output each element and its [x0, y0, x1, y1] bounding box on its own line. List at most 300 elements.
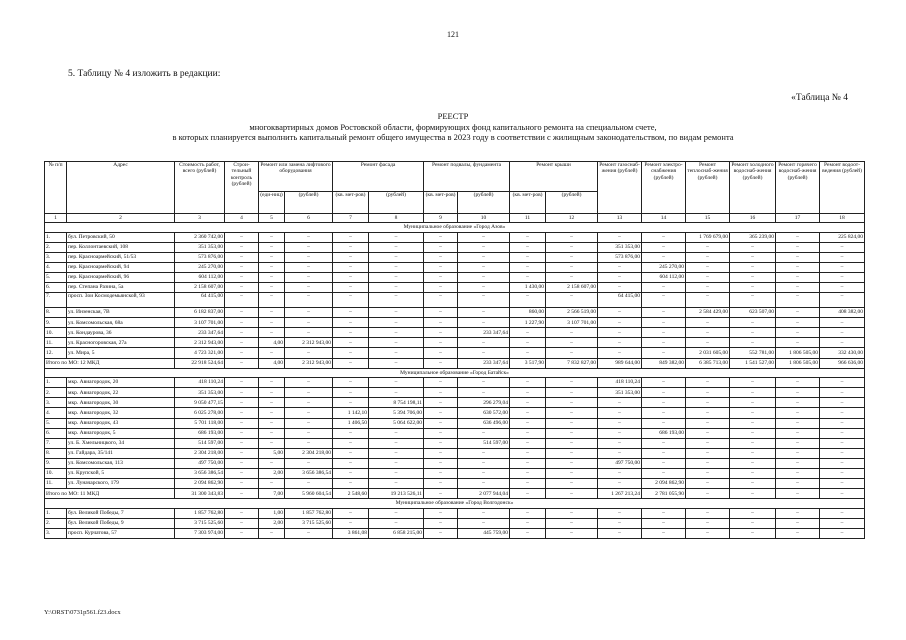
table-cell: – — [285, 318, 333, 328]
table-cell: – — [546, 293, 598, 308]
table-row — [45, 293, 865, 308]
table-cell: – — [225, 408, 259, 418]
table-cell: 225 824,00 — [820, 232, 865, 242]
table-cell: – — [369, 318, 424, 328]
table-cell: – — [546, 479, 598, 489]
table-cell: – — [225, 518, 259, 528]
table-cell: – — [510, 272, 546, 282]
table-cell: – — [510, 458, 546, 468]
total-cell: 989 644,00 — [598, 358, 642, 368]
address-cell: пер. Коллонтаевский, 108 — [67, 242, 175, 252]
table-cell: – — [820, 448, 865, 458]
total-cell: 2 781 055,90 — [642, 489, 686, 499]
header-heat: Ремонт теплоснаб-жения (рублей) — [686, 162, 730, 214]
table-cell: – — [820, 468, 865, 478]
address-cell: бул. Великой Победы, 7 — [67, 508, 175, 518]
section-header-row — [45, 368, 865, 378]
column-number-cell: 4 — [225, 214, 259, 223]
column-number-cell: 12 — [546, 214, 598, 223]
table-cell: – — [458, 388, 510, 398]
table-cell: 418 110,24 — [175, 378, 225, 388]
total-cell: 1 267 213,24 — [598, 489, 642, 499]
table-cell: – — [686, 428, 730, 438]
table-cell: – — [285, 528, 333, 538]
table-cell: – — [424, 479, 458, 489]
table-cell: – — [776, 308, 820, 318]
table-cell: – — [510, 378, 546, 388]
table-cell: – — [225, 508, 259, 518]
table-cell: – — [546, 418, 598, 428]
table-cell: – — [424, 272, 458, 282]
table-cell: 1,00 — [259, 508, 285, 518]
table-cell: – — [598, 262, 642, 272]
table-cell: – — [642, 308, 686, 318]
table-cell: – — [776, 282, 820, 292]
header-facade-rub: (рублей) — [369, 192, 424, 214]
column-number-cell: 13 — [598, 214, 642, 223]
table-cell: – — [424, 418, 458, 428]
address-cell: пер. Красноармейский, 96 — [67, 272, 175, 282]
table-row — [45, 282, 865, 292]
table-cell: 7. — [45, 293, 67, 308]
total-cell: 3 517,90 — [510, 358, 546, 368]
table-row — [45, 338, 865, 348]
column-number-cell: 5 — [259, 214, 285, 223]
column-number-cell: 11 — [510, 214, 546, 223]
table-cell: – — [424, 378, 458, 388]
table-cell: 2 566 519,00 — [546, 308, 598, 318]
column-number-cell: 8 — [369, 214, 424, 223]
table-cell: 860,00 — [510, 308, 546, 318]
total-cell: – — [820, 489, 865, 499]
table-cell: – — [776, 328, 820, 338]
table-cell: – — [598, 418, 642, 428]
table-cell: – — [546, 448, 598, 458]
header-basement: Ремонт подвалы, фундамента — [424, 162, 510, 192]
table-cell: – — [730, 518, 776, 528]
table-cell: – — [285, 428, 333, 438]
table-cell: – — [369, 348, 424, 358]
total-cell: 5 960 604,54 — [285, 489, 333, 499]
table-cell: – — [820, 272, 865, 282]
table-cell: 497 750,00 — [598, 458, 642, 468]
table-cell: – — [730, 272, 776, 282]
table-cell: – — [546, 242, 598, 252]
table-cell: – — [546, 378, 598, 388]
table-cell: – — [259, 318, 285, 328]
table-cell: – — [259, 328, 285, 338]
table-row — [45, 518, 865, 528]
table-cell: – — [259, 398, 285, 408]
table-cell: – — [285, 388, 333, 398]
table-cell: – — [259, 479, 285, 489]
table-cell: – — [259, 438, 285, 448]
column-number-cell: 9 — [424, 214, 458, 223]
table-cell: 3. — [45, 252, 67, 262]
header-basement-rub: (рублей) — [458, 192, 510, 214]
table-cell: – — [333, 338, 369, 348]
table-cell: – — [776, 468, 820, 478]
table-cell: – — [820, 479, 865, 489]
table-cell: – — [546, 328, 598, 338]
table-cell: 233 347,64 — [458, 328, 510, 338]
table-cell: 5 701 118,00 — [175, 418, 225, 428]
table-cell: – — [259, 282, 285, 292]
header-drain: Ремонт водоот-ведения (рублей) — [820, 162, 865, 214]
table-cell: 686 193,00 — [642, 428, 686, 438]
header-address: Адрес — [67, 162, 175, 214]
table-cell: – — [820, 428, 865, 438]
table-cell: – — [820, 252, 865, 262]
table-row — [45, 308, 865, 318]
total-cell: – — [510, 489, 546, 499]
table-cell: – — [776, 398, 820, 408]
table-cell: 8. — [45, 308, 67, 318]
table-cell: – — [259, 388, 285, 398]
table-cell: – — [820, 418, 865, 428]
table-cell: – — [820, 262, 865, 272]
total-cell: – — [369, 358, 424, 368]
table-cell: – — [333, 293, 369, 308]
table-row — [45, 262, 865, 272]
address-cell: мкр. Авиагородок, 43 — [67, 418, 175, 428]
table-cell: – — [686, 438, 730, 448]
column-number-cell: 14 — [642, 214, 686, 223]
table-cell: – — [730, 293, 776, 308]
column-numbers-row — [45, 214, 865, 223]
table-cell: – — [510, 448, 546, 458]
table-row — [45, 232, 865, 242]
header-elevator-units: (еди-ниц) — [259, 192, 285, 214]
table-label: «Таблица № 4 — [791, 93, 848, 103]
column-number-cell: 10 — [458, 214, 510, 223]
header-control: Строи-тельный контроль (рублей) — [225, 162, 259, 214]
table-cell: – — [820, 242, 865, 252]
table-row — [45, 378, 865, 388]
table-cell: – — [369, 282, 424, 292]
table-cell: 3 656 386,54 — [285, 468, 333, 478]
address-cell: ул. Кондаурова, 36 — [67, 328, 175, 338]
table-cell: – — [820, 438, 865, 448]
table-cell: 2 094 862,90 — [175, 479, 225, 489]
table-cell: – — [642, 293, 686, 308]
table-cell: 623 507,00 — [730, 308, 776, 318]
table-cell: – — [369, 262, 424, 272]
table-cell: – — [259, 293, 285, 308]
table-cell: – — [642, 438, 686, 448]
table-cell: – — [225, 398, 259, 408]
table-cell: – — [546, 408, 598, 418]
table-cell: – — [458, 448, 510, 458]
table-cell: 351 353,00 — [175, 388, 225, 398]
table-cell: – — [510, 398, 546, 408]
table-cell: – — [225, 438, 259, 448]
table-cell: – — [285, 272, 333, 282]
header-coldwater: Ремонт холодного водоснаб-жения (рублей) — [730, 162, 776, 214]
table-cell: – — [730, 338, 776, 348]
table-cell: – — [285, 378, 333, 388]
table-cell: – — [333, 438, 369, 448]
table-cell: – — [546, 338, 598, 348]
table-cell: – — [333, 448, 369, 458]
header-roof: Ремонт крыши — [510, 162, 598, 192]
table-cell: – — [598, 232, 642, 242]
table-cell: – — [333, 328, 369, 338]
table-cell: – — [424, 308, 458, 318]
table-cell: – — [686, 272, 730, 282]
table-cell: – — [259, 272, 285, 282]
table-cell: – — [642, 378, 686, 388]
table-cell: 2 304 218,00 — [175, 448, 225, 458]
table-cell: – — [776, 528, 820, 538]
table-cell: – — [642, 388, 686, 398]
table-cell: – — [225, 428, 259, 438]
table-cell: – — [333, 252, 369, 262]
table-cell: – — [598, 308, 642, 318]
table-cell: – — [285, 262, 333, 272]
table-cell: – — [225, 318, 259, 328]
table-cell: 2. — [45, 388, 67, 398]
table-cell: 3. — [45, 528, 67, 538]
table-cell: – — [686, 508, 730, 518]
table-cell: – — [776, 438, 820, 448]
table-cell: – — [642, 282, 686, 292]
table-cell: – — [642, 318, 686, 328]
table-cell: – — [546, 458, 598, 468]
table-cell: – — [686, 528, 730, 538]
table-cell: – — [458, 378, 510, 388]
table-cell: – — [776, 518, 820, 528]
address-cell: ул. Инзенская, 7В — [67, 308, 175, 318]
title-line-3: в которых планируется выполнить капитальный ремонт общего имущества в 2023 году в соответствии с жилищным законодательством, по видам ремонта — [172, 132, 734, 142]
table-cell: – — [546, 232, 598, 242]
table-cell: 3. — [45, 398, 67, 408]
table-cell: – — [686, 318, 730, 328]
table-cell: – — [424, 282, 458, 292]
table-cell: – — [598, 508, 642, 518]
table-cell: – — [510, 232, 546, 242]
table-cell: 497 750,00 — [175, 458, 225, 468]
table-cell: – — [510, 388, 546, 398]
table-cell: – — [510, 338, 546, 348]
table-cell: – — [369, 438, 424, 448]
table-cell: – — [424, 458, 458, 468]
total-cell: – — [225, 489, 259, 499]
table-cell: – — [776, 408, 820, 418]
table-cell: – — [598, 438, 642, 448]
table-cell: – — [598, 282, 642, 292]
table-cell: – — [424, 408, 458, 418]
table-cell: 3 656 386,54 — [175, 468, 225, 478]
table-cell: – — [424, 518, 458, 528]
table-cell: – — [333, 348, 369, 358]
table-cell: – — [458, 338, 510, 348]
table-cell: – — [776, 232, 820, 242]
table-cell: 6. — [45, 428, 67, 438]
table-cell: – — [820, 528, 865, 538]
header-facade-sqm: (кв. мет-ров) — [333, 192, 369, 214]
table-cell: – — [259, 232, 285, 242]
total-cell: – — [546, 489, 598, 499]
column-number-cell: 7 — [333, 214, 369, 223]
table-cell: – — [686, 242, 730, 252]
table-cell: – — [285, 293, 333, 308]
table-cell: – — [225, 388, 259, 398]
table-cell: – — [776, 252, 820, 262]
table-cell: – — [546, 398, 598, 408]
table-cell: – — [458, 242, 510, 252]
column-number-cell: 6 — [285, 214, 333, 223]
table-cell: – — [225, 328, 259, 338]
address-cell: ул. Комсомольская, 68а — [67, 318, 175, 328]
table-row — [45, 528, 865, 538]
column-number-cell: 1 — [45, 214, 67, 223]
table-cell: – — [730, 328, 776, 338]
table-cell: – — [333, 518, 369, 528]
table-row — [45, 479, 865, 489]
address-cell: мкр. Авиагородок, 22 — [67, 388, 175, 398]
total-cell: 7,00 — [259, 489, 285, 499]
table-cell: – — [820, 318, 865, 328]
address-cell: ул. Крупской, 5 — [67, 468, 175, 478]
table-cell: 351 353,00 — [598, 388, 642, 398]
table-cell: – — [686, 458, 730, 468]
table-cell: – — [458, 318, 510, 328]
table-header — [45, 162, 865, 214]
table-cell: 10. — [45, 328, 67, 338]
table-cell: – — [598, 328, 642, 338]
table-cell: – — [333, 388, 369, 398]
table-cell: – — [686, 388, 730, 398]
table-cell: – — [730, 418, 776, 428]
table-cell: – — [598, 528, 642, 538]
table-cell: – — [510, 408, 546, 418]
table-cell: 10. — [45, 468, 67, 478]
address-cell: ул. Гайдара, 35/141 — [67, 448, 175, 458]
table-cell: – — [424, 398, 458, 408]
table-cell: – — [225, 479, 259, 489]
table-cell: – — [369, 448, 424, 458]
table-cell: – — [642, 468, 686, 478]
header-cost: Стоимость работ, всего (рублей) — [175, 162, 225, 214]
table-cell: – — [686, 468, 730, 478]
table-cell: – — [369, 428, 424, 438]
table-cell: – — [333, 508, 369, 518]
total-cell: – — [424, 358, 458, 368]
table-cell: 2 031 605,00 — [686, 348, 730, 358]
table-cell: 2. — [45, 518, 67, 528]
table-cell: – — [259, 378, 285, 388]
table-cell: – — [424, 338, 458, 348]
table-cell: – — [458, 232, 510, 242]
table-row — [45, 438, 865, 448]
total-cell: – — [225, 358, 259, 368]
table-cell: – — [776, 458, 820, 468]
table-cell: 2 158 607,00 — [546, 282, 598, 292]
table-row — [45, 408, 865, 418]
table-cell: 5 064 622,00 — [369, 418, 424, 428]
table-body — [45, 214, 865, 539]
table-cell: 1. — [45, 508, 67, 518]
table-cell: – — [546, 348, 598, 358]
table-cell: – — [285, 282, 333, 292]
table-cell: 8. — [45, 448, 67, 458]
table-cell: – — [259, 458, 285, 468]
table-cell: 408 382,00 — [820, 308, 865, 318]
table-cell: – — [546, 468, 598, 478]
table-cell: – — [642, 458, 686, 468]
table-cell: – — [225, 262, 259, 272]
table-cell: – — [776, 272, 820, 282]
table-cell: – — [424, 232, 458, 242]
table-cell: – — [820, 458, 865, 468]
table-cell: 2 312 943,00 — [175, 338, 225, 348]
table-row — [45, 468, 865, 478]
table-cell: – — [369, 293, 424, 308]
table-cell: – — [820, 388, 865, 398]
table-cell: 2,00 — [259, 468, 285, 478]
table-cell: 9. — [45, 458, 67, 468]
table-cell: – — [424, 252, 458, 262]
table-cell: – — [333, 458, 369, 468]
table-cell: – — [686, 252, 730, 262]
table-cell: 6. — [45, 282, 67, 292]
table-cell: – — [776, 479, 820, 489]
table-cell: – — [225, 348, 259, 358]
table-row — [45, 418, 865, 428]
table-cell: 6 025 278,00 — [175, 408, 225, 418]
table-cell: – — [776, 378, 820, 388]
total-cell: 849 382,00 — [642, 358, 686, 368]
table-cell: – — [333, 308, 369, 318]
address-cell: пер. Степана Разина, 5а — [67, 282, 175, 292]
table-cell: – — [225, 308, 259, 318]
total-cell: 2 077 944,04 — [458, 489, 510, 499]
total-label: Итого по МО: 11 МКД — [45, 489, 175, 499]
table-cell: – — [259, 418, 285, 428]
table-cell: – — [776, 418, 820, 428]
table-cell: – — [820, 293, 865, 308]
table-cell: – — [333, 428, 369, 438]
table-cell: – — [458, 468, 510, 478]
table-cell: 2 312 943,00 — [285, 338, 333, 348]
table-cell: 7. — [45, 438, 67, 448]
header-num: № п/п — [45, 162, 67, 214]
address-cell: бул. Великой Победы, 9 — [67, 518, 175, 528]
table-cell: – — [369, 508, 424, 518]
table-cell: – — [225, 418, 259, 428]
table-cell: – — [424, 508, 458, 518]
address-cell: бул. Петровский, 50 — [67, 232, 175, 242]
table-cell: – — [730, 282, 776, 292]
document-title — [0, 111, 906, 143]
total-cell: 2 548,60 — [333, 489, 369, 499]
table-cell: 2 304 218,00 — [285, 448, 333, 458]
table-cell: – — [686, 262, 730, 272]
table-cell: – — [225, 448, 259, 458]
address-cell: мкр. Авиагородок, 20 — [67, 378, 175, 388]
table-cell: – — [642, 518, 686, 528]
header-facade: Ремонт фасада — [333, 162, 424, 192]
table-cell: 1 406,50 — [333, 418, 369, 428]
table-cell: – — [598, 468, 642, 478]
table-cell: – — [458, 272, 510, 282]
total-cell: 22 918 524,64 — [175, 358, 225, 368]
address-cell: ул. Луначарского, 179 — [67, 479, 175, 489]
table-cell: – — [686, 398, 730, 408]
table-cell: – — [369, 338, 424, 348]
table-cell: – — [333, 282, 369, 292]
